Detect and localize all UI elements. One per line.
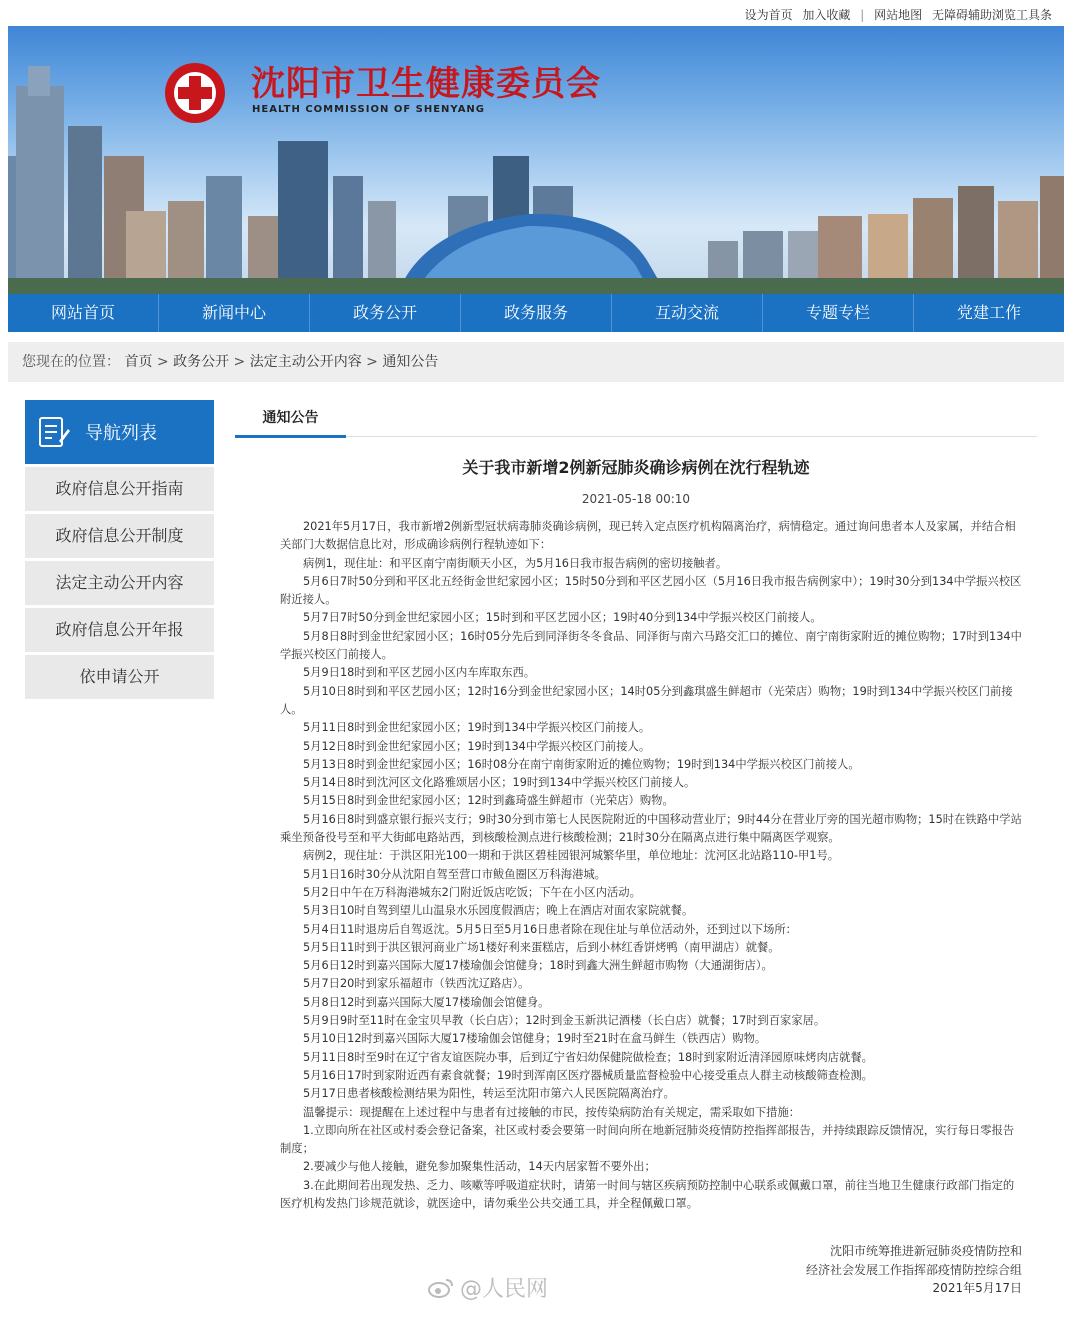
article-title: 关于我市新增2例新冠肺炎确诊病例在沈行程轨迹 (462, 458, 810, 477)
accessibility-toolbar-link[interactable]: 无障碍辅助浏览工具条 (931, 8, 1052, 22)
nav-item-news[interactable]: 新闻中心 (159, 294, 310, 332)
article-paragraph: 5月2日中午在万科海港城东2门附近饭店吃饭；下午在小区内活动。 (303, 885, 641, 899)
sidebar-header (25, 400, 214, 464)
article-paragraph: 5月14日8时到沈河区文化路雅颂居小区；19时到134中学振兴校区门前接人。 (303, 776, 696, 790)
article-paragraph: 病例1，现住址：和平区南宁南街顺天小区，为5月16日我市报告病例的密切接触者。 (303, 556, 728, 570)
tab-notices[interactable]: 通知公告 (235, 400, 346, 438)
nav-item-interaction[interactable]: 互动交流 (612, 294, 763, 332)
set-homepage-link[interactable]: 设为首页 (744, 8, 793, 22)
sidebar-item-disclosure-guide[interactable]: 政府信息公开指南 (25, 467, 214, 511)
article-paragraph: 3.在此期间若出现发热、乏力、咳嗽等呼吸道症状时，请第一时间与辖区疾病预防控制中心联系或佩戴口罩，前往当地卫生健康行政部门指定的医疗机构发热门诊规范就诊，就医途中，请勿乘坐公共交通工具，并全程佩戴口罩。 (280, 1178, 1015, 1210)
weibo-icon (428, 1277, 454, 1299)
article-paragraph: 5月6日12时到嘉兴国际大厦17楼瑜伽会馆健身；18时到鑫大洲生鲜超市购物（大通湖街店）。 (303, 959, 773, 973)
article-paragraph: 5月17日患者核酸检测结果为阳性，转运至沈阳市第六人民医院隔离治疗。 (303, 1087, 675, 1101)
article-body (280, 518, 1022, 1213)
article-paragraph: 5月11日8时至9时在辽宁省友谊医院办事，后到辽宁省妇幼保健院做检查；18时到家附近清泽园原味烤肉店就餐。 (303, 1050, 873, 1064)
sidebar-item-disclosure-on-request[interactable]: 依申请公开 (25, 655, 214, 699)
signature-date: 2021年5月17日 (932, 1281, 1022, 1295)
article-signature (806, 1242, 1022, 1298)
breadcrumb-government-affairs[interactable]: 政务公开 (173, 354, 230, 370)
article-paragraph: 5月7日7时50分到金世纪家园小区；15时到和平区艺园小区；19时40分到134中学振兴校区门前接人。 (303, 611, 822, 625)
article-paragraph: 温馨提示：现提醒在上述过程中与患者有过接触的市民，按传染病防治有关规定，需采取如下措施： (303, 1105, 801, 1119)
watermark-text: @人民网 (460, 1277, 549, 1302)
add-favorite-link[interactable]: 加入收藏 (802, 8, 851, 22)
nav-item-government-services[interactable]: 政务服务 (461, 294, 612, 332)
article-paragraph: 5月5日11时到于洪区银河商业广场1楼好利来蛋糕店，后到小林红香饼烤鸭（南甲湖店）就餐。 (303, 940, 780, 954)
breadcrumb-notices[interactable]: 通知公告 (382, 354, 439, 370)
article-paragraph: 2021年5月17日，我市新增2例新型冠状病毒肺炎确诊病例，现已转入定点医疗机构隔离治疗，病情稳定。通过询问患者本人及家属，并结合相关部门大数据信息比对，形成确诊病例行程轨迹如下： (280, 520, 1016, 552)
sidebar (25, 400, 214, 699)
article-paragraph: 5月16日17时到家附近西有素食就餐；19时到浑南区医疗器械质量监督检验中心接受重点人群主动核酸筛查检测。 (303, 1068, 873, 1082)
article-paragraph: 5月6日7时50分到和平区北五经街金世纪家园小区；15时50分到和平区艺园小区（5月16日我市报告病例家中）；19时30分到134中学振兴校区附近接人。 (280, 574, 1022, 607)
article-paragraph: 5月11日8时到金世纪家园小区；19时到134中学振兴校区门前接人。 (303, 721, 651, 735)
breadcrumb-home[interactable]: 首页 (124, 354, 153, 370)
site-title: 沈阳市卫生健康委员会 (251, 64, 601, 104)
article-paragraph: 5月9日18时到和平区艺园小区内车库取东西。 (303, 666, 536, 680)
top-bar (0, 0, 1080, 26)
tab-bar (235, 400, 1037, 437)
article-paragraph: 5月1日16时30分从沈阳自驾至营口市鲅鱼圈区万科海港城。 (303, 867, 606, 881)
sidebar-title: 导航列表 (85, 423, 157, 444)
article-paragraph: 5月10日8时到和平区艺园小区；12时16分到金世纪家园小区；14时05分到鑫琪盛生鲜超市（光荣店）购物；19时到134中学振兴校区门前接人。 (280, 684, 1013, 716)
signature-line: 经济社会发展工作指挥部疫情防控综合组 (805, 1262, 1022, 1277)
article-paragraph: 5月8日8时到金世纪家园小区；16时05分先后到同泽街冬冬食品、同泽街与南六马路交汇口的摊位、南宁南街家附近的摊位购物；17时到134中学振兴校区门前接人。 (280, 629, 1022, 662)
breadcrumb-statutory-disclosure[interactable]: 法定主动公开内容 (249, 354, 362, 370)
breadcrumb-prefix: 您现在的位置： (22, 354, 120, 370)
sidebar-item-annual-report[interactable]: 政府信息公开年报 (25, 608, 214, 652)
sitemap-link[interactable]: 网站地图 (874, 8, 923, 22)
main-nav (8, 294, 1064, 332)
signature-line: 沈阳市统筹推进新冠肺炎疫情防控和 (829, 1244, 1022, 1258)
sidebar-item-disclosure-system[interactable]: 政府信息公开制度 (25, 514, 214, 558)
watermark (428, 1272, 548, 1303)
breadcrumb: 您现在的位置： 首页 > 政务公开 > 法定主动公开内容 > 通知公告 (8, 342, 1064, 382)
article-date: 2021-05-18 00:10 (581, 492, 691, 506)
document-list-icon (37, 415, 71, 449)
article-paragraph: 病例2，现住址：于洪区阳光100一期和于洪区碧桂园银河城繁华里，单位地址：沈河区北站路110-甲1号。 (303, 849, 840, 863)
article-paragraph: 5月3日10时自驾到望儿山温泉水乐园度假酒店；晚上在酒店对面农家院就餐。 (303, 904, 694, 918)
divider: | (860, 8, 865, 22)
nav-item-government-affairs[interactable]: 政务公开 (310, 294, 461, 332)
nav-item-special-topics[interactable]: 专题专栏 (763, 294, 914, 332)
article-paragraph: 5月9日9时至11时在金宝贝早教（长白店）；12时到金玉新洪记酒楼（长白店）就餐；17时到百家家居。 (303, 1014, 826, 1028)
header-banner (8, 26, 1064, 294)
article-paragraph: 5月15日8时到金世纪家园小区；12时到鑫琦盛生鲜超市（光荣店）购物。 (303, 794, 674, 808)
top-links (739, 6, 1052, 23)
article-paragraph: 5月4日11时退房后自驾返沈。5月5日至5月16日患者除在现住址与单位活动外，还到过以下场所： (303, 922, 797, 936)
article-paragraph: 2.要减少与他人接触，避免参加聚集性活动，14天内居家暂不要外出； (303, 1160, 656, 1174)
article-paragraph: 5月7日20时到家乐福超市（铁西沈辽路店）。 (303, 977, 530, 991)
article-paragraph: 1.立即向所在社区或村委会登记备案，社区或村委会要第一时间向所在地新冠肺炎疫情防控指挥部报告，并持续跟踪反馈情况，实行每日零报告制度； (280, 1123, 1015, 1156)
article-paragraph: 5月16日8时到盛京银行振兴支行；9时30分到市第七人民医院附近的中国移动营业厅；9时44分在营业厅旁的国光超市购物；15时在铁路中学站乘坐预备役号至和平大街邮电路站西，到核酸检测点进行核酸检测；21时30分在隔离点进行集中隔离医学观察。 (280, 812, 1022, 845)
nav-item-home[interactable]: 网站首页 (8, 294, 159, 332)
article-paragraph: 5月8日12时到嘉兴国际大厦17楼瑜伽会馆健身。 (303, 995, 550, 1009)
main-content (235, 400, 1037, 506)
article-paragraph: 5月12日8时到金世纪家园小区；19时到134中学振兴校区门前接人。 (303, 739, 651, 753)
article-paragraph: 5月13日8时到金世纪家园小区；16时08分在南宁南街家附近的摊位购物；19时到134中学振兴校区门前接人。 (303, 757, 860, 771)
nav-item-party-building[interactable]: 党建工作 (956, 303, 1021, 322)
health-commission-emblem-icon (160, 58, 230, 128)
article-paragraph: 5月10日12时到嘉兴国际大厦17楼瑜伽会馆健身；19时至21时在盒马鲜生（铁西店）购物。 (303, 1032, 767, 1046)
sidebar-item-statutory-disclosure[interactable]: 法定主动公开内容 (25, 561, 214, 605)
site-subtitle: HEALTH COMMISSION OF SHENYANG (252, 104, 486, 115)
